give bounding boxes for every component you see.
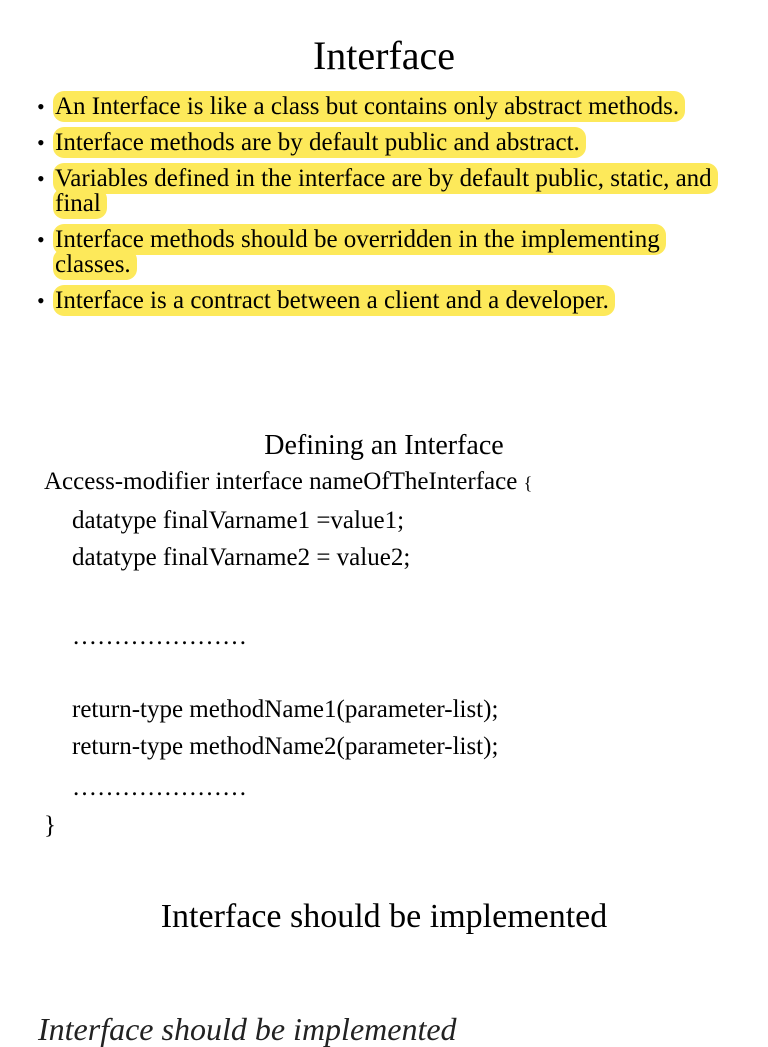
bullet-icon: • xyxy=(37,227,45,252)
code-ellipsis: ………………… xyxy=(72,774,247,801)
bullet-icon: • xyxy=(37,94,45,119)
list-item xyxy=(36,130,736,155)
bullet-icon: • xyxy=(37,288,45,313)
list-item xyxy=(36,288,736,313)
code-declaration xyxy=(44,467,532,498)
bullet-list xyxy=(36,94,736,324)
bullet-icon: • xyxy=(37,166,45,191)
code-method-1: return-type methodName1(parameter-list); xyxy=(72,696,499,723)
bullet-text: An Interface is like a class but contains only abstract methods. xyxy=(53,91,685,122)
code-method-2: return-type methodName2(parameter-list); xyxy=(72,733,499,760)
bullet-text: Interface methods should be overridden in the implementing classes. xyxy=(53,224,666,280)
code-ellipsis: ………………… xyxy=(72,623,247,650)
bottom-heading: Interface should be implemented xyxy=(160,898,608,935)
bullet-icon: • xyxy=(37,130,45,155)
list-item xyxy=(36,227,736,277)
list-item xyxy=(36,166,736,216)
section-heading: Defining an Interface xyxy=(264,430,504,461)
open-brace: { xyxy=(523,473,533,493)
code-variable-2: datatype finalVarname2 = value2; xyxy=(72,544,411,571)
declaration-text: Access-modifier interface nameOfTheInterface xyxy=(44,468,518,495)
bullet-text: Interface is a contract between a client and a developer. xyxy=(53,285,615,316)
page-title: Interface xyxy=(312,33,456,78)
bullet-text: Interface methods are by default public and abstract. xyxy=(53,127,586,158)
code-close-brace: } xyxy=(44,812,56,839)
code-variable-1: datatype finalVarname1 =value1; xyxy=(72,507,405,534)
cut-off-text: Interface should be implemented xyxy=(38,1011,457,1047)
list-item xyxy=(36,94,736,119)
bullet-text: Variables defined in the interface are by default public, static, and final xyxy=(53,163,718,219)
